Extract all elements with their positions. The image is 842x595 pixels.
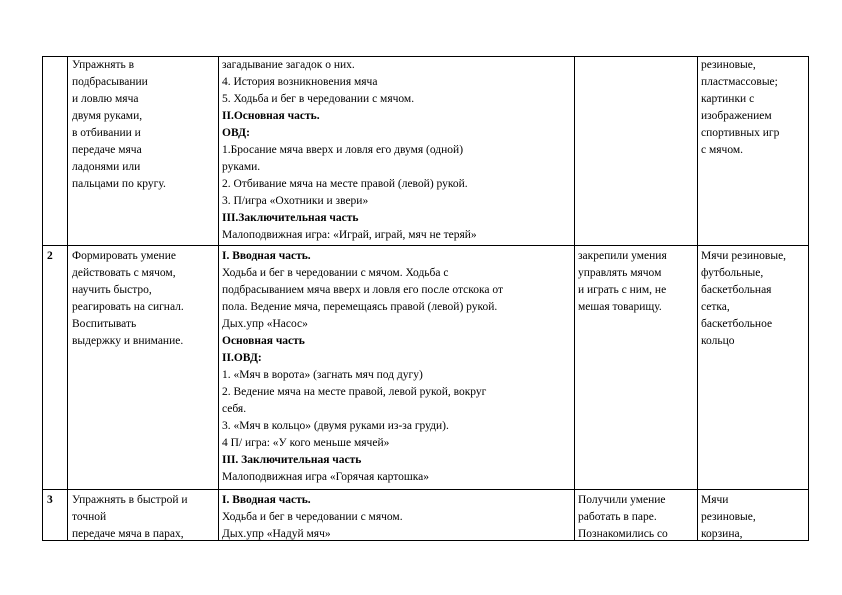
task-line: и ловлю мяча (72, 93, 139, 105)
content-line: загадывание загадок о них. (222, 59, 355, 71)
section-heading: III. Заключительная часть (222, 454, 362, 466)
content-line: Малоподвижная игра «Горячая картошка» (222, 471, 429, 483)
task-line: действовать с мячом, (72, 267, 176, 279)
task-line: ладонями или (72, 161, 141, 173)
result-line: Познакомились со (578, 528, 668, 540)
content-line: руками. (222, 161, 261, 173)
task-line: Формировать умение (72, 250, 176, 262)
content-line: 3. «Мяч в кольцо» (двумя руками из-за груди). (222, 420, 449, 432)
section-heading: I. Вводная часть. (222, 250, 311, 262)
content-line: 4. История возникновения мяча (222, 76, 378, 88)
result-line: и играть с ним, не (578, 284, 667, 296)
equipment-line: резиновые, (701, 59, 756, 71)
task-line: точной (72, 511, 107, 523)
column-divider-2 (218, 56, 219, 541)
content-line: 1. «Мяч в ворота» (загнать мяч под дугу) (222, 369, 423, 381)
column-divider-4 (697, 56, 698, 541)
task-line: передаче мяча в парах, (72, 528, 184, 540)
task-line: Упражнять в (72, 59, 135, 71)
equipment-line: Мячи резиновые, (701, 250, 787, 262)
content-line: 2. Отбивание мяча на месте правой (левой) рукой. (222, 178, 468, 190)
section-heading: II.ОВД: (222, 352, 262, 364)
equipment-line: футбольные, (701, 267, 764, 279)
result-line: управлять мячом (578, 267, 662, 279)
task-line: Упражнять в быстрой и (72, 494, 188, 506)
equipment-line: Мячи (701, 494, 729, 506)
content-line: себя. (222, 403, 247, 415)
section-heading: I. Вводная часть. (222, 494, 311, 506)
content-line: подбрасыванием мяча вверх и ловля его после отскока от (222, 284, 504, 296)
table-top-border (42, 56, 808, 57)
task-line: двумя руками, (72, 110, 143, 122)
section-heading: II.Основная часть. (222, 110, 320, 122)
equipment-line: с мячом. (701, 144, 744, 156)
content-line: 3. П/игра «Охотники и звери» (222, 195, 369, 207)
task-line: Воспитывать (72, 318, 137, 330)
content-line: 2. Ведение мяча на месте правой, левой рукой, вокруг (222, 386, 487, 398)
row-number: 2 (47, 250, 53, 262)
content-line: Дых.упр «Насос» (222, 318, 308, 330)
result-line: Получили умение (578, 494, 666, 506)
content-line: 5. Ходьба и бег в чередовании с мячом. (222, 93, 415, 105)
column-divider-1 (67, 56, 68, 541)
column-divider-0 (42, 56, 43, 541)
equipment-line: баскетбольное (701, 318, 773, 330)
result-line: работать в паре. (578, 511, 657, 523)
equipment-line: пластмассовые; (701, 76, 778, 88)
task-line: выдержку и внимание. (72, 335, 184, 347)
equipment-line: изображением (701, 110, 772, 122)
content-line: Дых.упр «Надуй мяч» (222, 528, 331, 540)
content-line: пола. Ведение мяча, перемещаясь правой (левой) рукой. (222, 301, 498, 313)
equipment-line: кольцо (701, 335, 735, 347)
result-line: закрепили умения (578, 250, 667, 262)
content-line: Ходьба и бег в чередовании с мячом. Ходьба с (222, 267, 449, 279)
equipment-line: корзина, (701, 528, 743, 540)
equipment-line: резиновые, (701, 511, 756, 523)
equipment-line: спортивных игр (701, 127, 780, 139)
task-line: научить быстро, (72, 284, 152, 296)
column-divider-3 (574, 56, 575, 541)
content-line: 1.Бросание мяча вверх и ловля его двумя (одной) (222, 144, 464, 156)
equipment-line: картинки с (701, 93, 755, 105)
task-line: реагировать на сигнал. (72, 301, 184, 313)
task-line: подбрасывании (72, 76, 148, 88)
row-divider (42, 489, 808, 490)
task-line: передаче мяча (72, 144, 142, 156)
task-line: в отбивании и (72, 127, 141, 139)
equipment-line: сетка, (701, 301, 730, 313)
section-heading: Основная часть (222, 335, 305, 347)
equipment-line: баскетбольная (701, 284, 772, 296)
content-line: Ходьба и бег в чередовании с мячом. (222, 511, 403, 523)
section-heading: ОВД: (222, 127, 250, 139)
content-line: 4 П/ игра: «У кого меньше мячей» (222, 437, 390, 449)
result-line: мешая товарищу. (578, 301, 662, 313)
column-divider-5 (808, 56, 809, 541)
row-divider (42, 245, 808, 246)
content-line: Малоподвижная игра: «Играй, играй, мяч не теряй» (222, 229, 477, 241)
task-line: пальцами по кругу. (72, 178, 166, 190)
row-number: 3 (47, 494, 53, 506)
section-heading: III.Заключительная часть (222, 212, 359, 224)
